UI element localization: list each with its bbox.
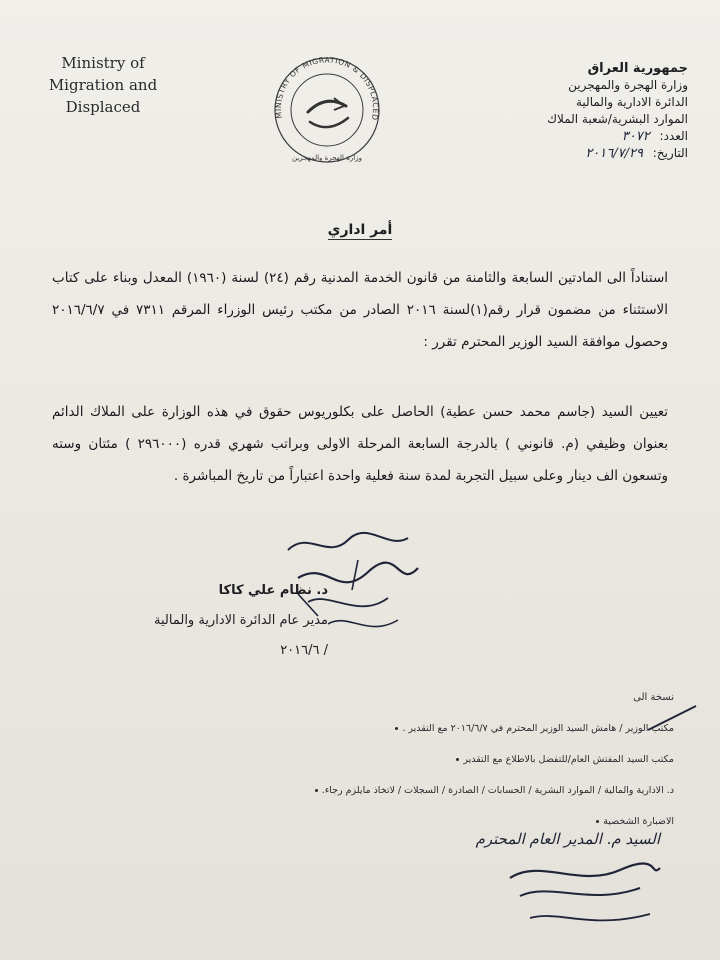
copies-header: نسخة الى [633,692,674,703]
handwritten-note: السيد م. المدير العام المحترم [475,830,660,848]
date-label: التاريخ: [652,146,688,160]
reference-number [488,128,688,145]
copy-recipient: مكتب السيد المفتش العام/للتفضل بالاطلاع مع التقدير [154,744,674,775]
document-title [0,222,720,238]
body-paragraph-1: استناداً الى المادتين السابعة والثامنة من قانون الخدمة المدنية رقم (٢٤) لسنة (١٩٦٠) المعدل وبناء على كتاب الاستثناء من مضمون قرار رقم(١)لسنة ٢٠١٦ الصادر من مكتب رئيس الوزراء المرقم ٧٣١١ في ٢٠١٦/٦/٧ وحصول موافقة السيد الوزير المحترم تقرر : [52,270,669,350]
seal-ring-text: MINISTRY OF MIGRATION & DISPLACED [273,55,381,122]
handwritten-arrow-icon [640,700,700,740]
ministry-line-1: Ministry of [61,54,145,72]
signatory-block [118,576,328,666]
seal-bottom-text: وزارة الهجرة والمهجرين [292,154,362,162]
document-title-text: أمر اداري [327,222,393,238]
number-value: ٣٠٧٢ [621,129,650,144]
ministry-seal-logo [268,36,386,166]
copy-recipient: د. الادارية والمالية / الموارد البشرية / الحسابات / الصادرة / السجلات / لاتخاذ مايلزم رجاء. [154,775,674,806]
ministry-line-3: Displaced [65,98,141,116]
svg-text:MINISTRY OF MIGRATION & DISPLA [274,55,380,121]
signatory-title: مدير عام الدائرة الادارية والمالية [154,613,328,628]
ministry-name-english [28,52,178,118]
date-value: ٢٠١٦/٧/٢٩ [585,146,643,161]
handwritten-initials [490,858,670,938]
copies-list [154,682,674,837]
ministry-line: وزارة الهجرة والمهجرين [568,78,688,92]
body-paragraph-2: تعيين السيد (جاسم محمد حسن عطية) الحاصل على بكلوريوس حقوق في هذه الوزارة على الملاك الدائم بعنوان وظيفي (م. قانوني ) بالدرجة السابعة المرحلة الاولى وبراتب شهري قدره (٢٩٦٠٠٠ ) مئتان وسته وتسعون الف دينار وعلى سبيل التجربة لمدة سنة فعلية واحدة اعتباراً من تاريخ المباشرة . [52,404,668,484]
republic-line: جمهورية العراق [587,61,688,76]
ministry-line-2: Migration and [48,76,158,94]
number-label: العدد: [659,129,688,143]
department-line: الدائرة الادارية والمالية [575,95,688,109]
ministry-header-arabic [488,60,688,162]
copy-recipient: مكتب الوزير / هامش السيد الوزير المحترم في ٢٠١٦/٦/٧ مع التقدير . [154,713,674,744]
signatory-date: / ٢٠١٦/٦ [280,643,328,658]
reference-date [488,145,688,162]
copy-recipient: الاضبارة الشخصية [154,806,674,837]
section-line: الموارد البشرية/شعبة الملاك [547,112,688,126]
signatory-name: د. نظام علي كاكا [218,583,328,598]
